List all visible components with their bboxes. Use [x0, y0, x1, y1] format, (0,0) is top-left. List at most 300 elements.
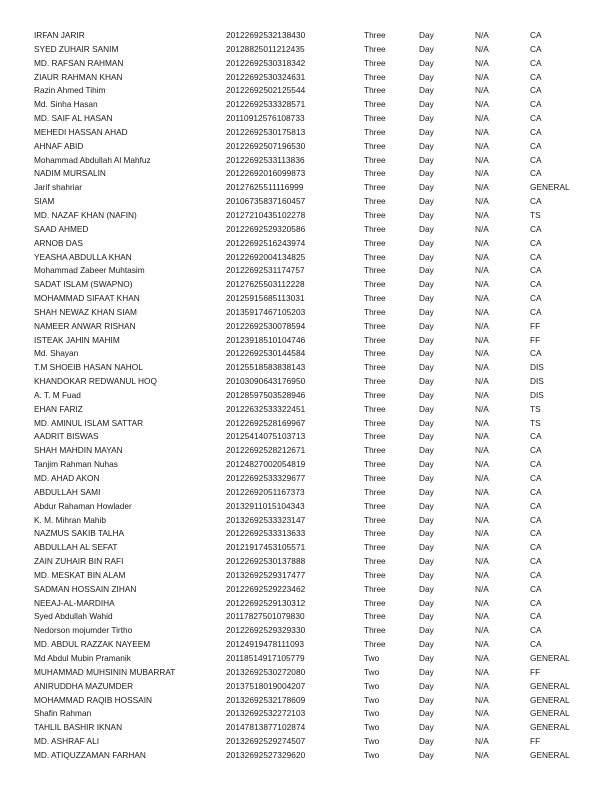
registration-number: 20122692530078594 [226, 320, 306, 331]
year-value: Three [364, 389, 386, 400]
student-name: T.M SHOEIB HASAN NAHOL [34, 362, 143, 373]
year-value: Three [364, 403, 386, 414]
shift-value: Day [419, 417, 434, 428]
shift-value: Day [419, 154, 434, 165]
registration-number: 20132692532178609 [226, 694, 306, 705]
na-value: N/A [475, 417, 489, 428]
student-name: ARNOB DAS [34, 237, 83, 248]
registration-number: 20125518583838143 [226, 362, 306, 373]
table-row [0, 195, 612, 209]
shift-value: Day [419, 168, 434, 179]
category-value: CA [530, 306, 542, 317]
na-value: N/A [475, 348, 489, 359]
year-value: Three [364, 431, 386, 442]
category-value: CA [530, 611, 542, 622]
category-value: CA [530, 486, 542, 497]
student-name: SADMAN HOSSAIN ZIHAN [34, 583, 137, 594]
student-name: A. T. M Fuad [34, 389, 81, 400]
year-value: Two [364, 652, 380, 663]
category-value: FF [530, 736, 541, 747]
student-name: MD. SAIF AL HASAN [34, 113, 113, 124]
table-row [0, 292, 612, 306]
student-name: KHANDOKAR REDWANUL HOQ [34, 376, 157, 387]
year-value: Three [364, 43, 386, 54]
category-value: CA [530, 30, 542, 40]
category-value: CA [530, 154, 542, 165]
shift-value: Day [419, 625, 434, 636]
year-value: Three [364, 445, 386, 456]
student-name: Razin Ahmed Tihim [34, 85, 106, 96]
category-value: CA [530, 459, 542, 470]
registration-number: 20128597503528946 [226, 389, 306, 400]
student-name: Mohammad Abdullah Al Mahfuz [34, 154, 151, 165]
registration-number: 20122692529320586 [226, 223, 306, 234]
student-name: MOHAMMAD SIFAAT KHAN [34, 293, 140, 304]
registration-number: 20122692533329677 [226, 473, 306, 483]
year-value: Three [364, 113, 386, 124]
table-row [0, 514, 612, 528]
student-name: AADRIT BISWAS [34, 431, 99, 442]
category-value: TS [530, 417, 541, 428]
table-row [0, 181, 612, 195]
table-row [0, 417, 612, 431]
shift-value: Day [419, 113, 434, 124]
shift-value: Day [419, 209, 434, 220]
na-value: N/A [475, 362, 489, 373]
student-name: SHAH MAHDIN MAYAN [34, 445, 123, 456]
table-row [0, 624, 612, 638]
year-value: Two [364, 749, 380, 760]
shift-value: Day [419, 30, 434, 40]
year-value: Three [364, 473, 386, 483]
shift-value: Day [419, 306, 434, 317]
category-value: DIS [530, 389, 544, 400]
na-value: N/A [475, 569, 489, 580]
category-value: CA [530, 99, 542, 110]
na-value: N/A [475, 625, 489, 636]
year-value: Three [364, 99, 386, 110]
year-value: Three [364, 251, 386, 262]
registration-number: 20132692527329620 [226, 749, 306, 760]
category-value: GENERAL [530, 182, 570, 193]
student-name: SHAH NEWAZ KHAN SIAM [34, 306, 137, 317]
student-name: ISTEAK JAHIN MAHIM [34, 334, 120, 345]
category-value: CA [530, 556, 542, 567]
category-value: CA [530, 140, 542, 151]
student-name: MD. AHAD AKON [34, 473, 100, 483]
table-row [0, 361, 612, 375]
table-row [0, 154, 612, 168]
registration-number: 20122632533322451 [226, 403, 306, 414]
registration-number: 20106735837160457 [226, 196, 306, 207]
year-value: Three [364, 154, 386, 165]
na-value: N/A [475, 500, 489, 511]
shift-value: Day [419, 403, 434, 414]
shift-value: Day [419, 459, 434, 470]
student-name: Abdur Rahaman Howlader [34, 500, 132, 511]
na-value: N/A [475, 597, 489, 608]
shift-value: Day [419, 694, 434, 705]
table-row [0, 84, 612, 98]
year-value: Three [364, 583, 386, 594]
shift-value: Day [419, 376, 434, 387]
table-row [0, 57, 612, 71]
student-name: TAHLIL BASHIR IKNAN [34, 722, 123, 733]
student-name: AHNAF ABID [34, 140, 84, 151]
year-value: Three [364, 320, 386, 331]
student-name: MD. ASHRAF ALI [34, 736, 100, 747]
na-value: N/A [475, 542, 489, 553]
student-name: SIAM [34, 196, 55, 207]
registration-number: 20132692529274507 [226, 736, 306, 747]
table-row [0, 112, 612, 126]
na-value: N/A [475, 473, 489, 483]
shift-value: Day [419, 473, 434, 483]
year-value: Three [364, 265, 386, 276]
student-name: YEASHA ABDULLA KHAN [34, 251, 132, 262]
registration-number: 20125414075103713 [226, 431, 306, 442]
category-value: FF [530, 334, 541, 345]
table-row [0, 735, 612, 749]
registration-number: 20127625511116999 [226, 182, 304, 193]
category-value: CA [530, 639, 542, 650]
shift-value: Day [419, 639, 434, 650]
na-value: N/A [475, 30, 489, 40]
registration-number: 20122692529329330 [226, 625, 306, 636]
year-value: Three [364, 528, 386, 539]
category-value: GENERAL [530, 749, 570, 760]
year-value: Three [364, 611, 386, 622]
na-value: N/A [475, 279, 489, 290]
table-row [0, 209, 612, 223]
category-value: CA [530, 293, 542, 304]
year-value: Three [364, 486, 386, 497]
na-value: N/A [475, 306, 489, 317]
year-value: Three [364, 30, 386, 40]
registration-number: 20122692533328571 [226, 99, 306, 110]
na-value: N/A [475, 265, 489, 276]
shift-value: Day [419, 542, 434, 553]
student-name: SYED ZUHAIR SANIM [34, 43, 119, 54]
table-row [0, 71, 612, 85]
table-row [0, 472, 612, 486]
shift-value: Day [419, 320, 434, 331]
na-value: N/A [475, 57, 489, 68]
student-name: MOHAMMAD RAQIB HOSSAIN [34, 694, 153, 705]
year-value: Three [364, 348, 386, 359]
student-name: MD. ABDUL RAZZAK NAYEEM [34, 639, 151, 650]
shift-value: Day [419, 251, 434, 262]
shift-value: Day [419, 182, 434, 193]
student-name: K. M. Mihran Mahib [34, 514, 106, 525]
na-value: N/A [475, 680, 489, 691]
year-value: Three [364, 500, 386, 511]
na-value: N/A [475, 85, 489, 96]
year-value: Three [364, 140, 386, 151]
shift-value: Day [419, 514, 434, 525]
student-name: Md. Shayan [34, 348, 79, 359]
registration-number: 20122692530144584 [226, 348, 306, 359]
year-value: Three [364, 542, 386, 553]
na-value: N/A [475, 611, 489, 622]
registration-number: 20122692530175813 [226, 126, 306, 137]
year-value: Three [364, 639, 386, 650]
table-row [0, 721, 612, 735]
table-row [0, 652, 612, 666]
shift-value: Day [419, 348, 434, 359]
registration-number: 20127210435102278 [226, 209, 306, 220]
registration-number: 20118514917105779 [226, 652, 305, 663]
na-value: N/A [475, 182, 489, 193]
table-row [0, 347, 612, 361]
student-name: Tanjim Rahman Nuhas [34, 459, 118, 470]
year-value: Two [364, 694, 380, 705]
na-value: N/A [475, 251, 489, 262]
student-name: ZAIN ZUHAIR BIN RAFI [34, 556, 124, 567]
year-value: Three [364, 196, 386, 207]
shift-value: Day [419, 722, 434, 733]
category-value: DIS [530, 376, 544, 387]
year-value: Three [364, 71, 386, 82]
na-value: N/A [475, 389, 489, 400]
year-value: Three [364, 556, 386, 567]
student-name: Md Abdul Mubin Pramanik [34, 652, 131, 663]
category-value: GENERAL [530, 694, 570, 705]
student-name: SAAD AHMED [34, 223, 89, 234]
table-row [0, 389, 612, 403]
year-value: Three [364, 57, 386, 68]
table-row [0, 140, 612, 154]
category-value: CA [530, 569, 542, 580]
category-value: CA [530, 528, 542, 539]
category-value: TS [530, 403, 541, 414]
category-value: GENERAL [530, 708, 570, 719]
shift-value: Day [419, 597, 434, 608]
category-value: DIS [530, 362, 544, 373]
student-name: ANIRUDDHA MAZUMDER [34, 680, 134, 691]
year-value: Two [364, 666, 380, 677]
shift-value: Day [419, 279, 434, 290]
year-value: Three [364, 417, 386, 428]
student-name: EHAN FARIZ [34, 403, 83, 414]
category-value: CA [530, 625, 542, 636]
year-value: Two [364, 708, 380, 719]
table-row [0, 167, 612, 181]
category-value: CA [530, 57, 542, 68]
table-row [0, 237, 612, 251]
student-name: MD. MESKAT BIN ALAM [34, 569, 126, 580]
shift-value: Day [419, 611, 434, 622]
na-value: N/A [475, 556, 489, 567]
table-row [0, 306, 612, 320]
na-value: N/A [475, 71, 489, 82]
na-value: N/A [475, 320, 489, 331]
year-value: Three [364, 209, 386, 220]
registration-number: 20132692530272080 [226, 666, 306, 677]
year-value: Three [364, 223, 386, 234]
table-row [0, 251, 612, 265]
na-value: N/A [475, 196, 489, 207]
na-value: N/A [475, 749, 489, 760]
year-value: Two [364, 736, 380, 747]
shift-value: Day [419, 583, 434, 594]
year-value: Three [364, 85, 386, 96]
shift-value: Day [419, 749, 434, 760]
registration-number: 20122692528169967 [226, 417, 306, 428]
registration-number: 20121917453105571 [226, 542, 306, 553]
student-name: SADAT ISLAM (SWAPNO) [34, 279, 133, 290]
shift-value: Day [419, 652, 434, 663]
registration-number: 20125915685113031 [226, 293, 305, 304]
table-row [0, 583, 612, 597]
table-row [0, 527, 612, 541]
table-row [0, 680, 612, 694]
registration-number: 20122692532138430 [226, 30, 306, 40]
registration-number: 20122692530137888 [226, 556, 306, 567]
shift-value: Day [419, 708, 434, 719]
registration-number: 20103090643176950 [226, 376, 306, 387]
year-value: Three [364, 306, 386, 317]
student-name: MUHAMMAD MUHSININ MUBARRAT [34, 666, 176, 677]
shift-value: Day [419, 293, 434, 304]
student-name: Shafin Rahman [34, 708, 92, 719]
category-value: CA [530, 473, 542, 483]
registration-number: 20147813877102874 [226, 722, 306, 733]
registration-number: 20122692528212671 [226, 445, 306, 456]
year-value: Three [364, 126, 386, 137]
na-value: N/A [475, 126, 489, 137]
year-value: Three [364, 293, 386, 304]
student-name: NAZMUS SAKIB TALHA [34, 528, 125, 539]
category-value: FF [530, 320, 541, 331]
na-value: N/A [475, 403, 489, 414]
table-row [0, 334, 612, 348]
table-row [0, 444, 612, 458]
registration-number: 20135917467105203 [226, 306, 306, 317]
shift-value: Day [419, 43, 434, 54]
year-value: Three [364, 334, 386, 345]
shift-value: Day [419, 528, 434, 539]
registration-number: 20122692529223462 [226, 583, 306, 594]
shift-value: Day [419, 265, 434, 276]
na-value: N/A [475, 486, 489, 497]
shift-value: Day [419, 126, 434, 137]
year-value: Three [364, 514, 386, 525]
category-value: CA [530, 168, 542, 179]
shift-value: Day [419, 85, 434, 96]
registration-number: 20128825011212435 [226, 43, 305, 54]
table-row [0, 375, 612, 389]
category-value: CA [530, 265, 542, 276]
student-name: MEHEDI HASSAN AHAD [34, 126, 128, 137]
shift-value: Day [419, 445, 434, 456]
year-value: Three [364, 362, 386, 373]
na-value: N/A [475, 514, 489, 525]
category-value: CA [530, 583, 542, 594]
registration-number: 20117827501079830 [226, 611, 305, 622]
registration-number: 20122692530324631 [226, 71, 306, 82]
table-row [0, 541, 612, 555]
category-value: CA [530, 126, 542, 137]
student-name: Mohammad Zabeer Muhtasim [34, 265, 145, 276]
student-name: MD. NAZAF KHAN (NAFIN) [34, 209, 137, 220]
shift-value: Day [419, 736, 434, 747]
category-value: CA [530, 514, 542, 525]
registration-number: 20122692502125544 [226, 85, 306, 96]
shift-value: Day [419, 486, 434, 497]
na-value: N/A [475, 583, 489, 594]
shift-value: Day [419, 57, 434, 68]
table-row [0, 223, 612, 237]
na-value: N/A [475, 666, 489, 677]
table-row [0, 486, 612, 500]
table-row [0, 458, 612, 472]
year-value: Three [364, 597, 386, 608]
na-value: N/A [475, 639, 489, 650]
registration-number: 20124919478111093 [226, 639, 305, 650]
registration-number: 20124827002054819 [226, 459, 306, 470]
table-row [0, 430, 612, 444]
student-name: ZIAUR RAHMAN KHAN [34, 71, 123, 82]
registration-number: 20132692532272103 [226, 708, 306, 719]
table-row [0, 666, 612, 680]
student-name: Jarif shahriar [34, 182, 82, 193]
na-value: N/A [475, 99, 489, 110]
student-name: MD. ATIQUZZAMAN FARHAN [34, 749, 146, 760]
student-name: Nedorson mojumder Tirtho [34, 625, 133, 636]
year-value: Two [364, 722, 380, 733]
year-value: Three [364, 279, 386, 290]
na-value: N/A [475, 708, 489, 719]
shift-value: Day [419, 389, 434, 400]
shift-value: Day [419, 680, 434, 691]
registration-number: 20127625503112228 [226, 279, 305, 290]
shift-value: Day [419, 334, 434, 345]
na-value: N/A [475, 445, 489, 456]
table-row [0, 126, 612, 140]
category-value: CA [530, 348, 542, 359]
year-value: Three [364, 625, 386, 636]
shift-value: Day [419, 237, 434, 248]
student-name: Syed Abdullah Wahid [34, 611, 113, 622]
shift-value: Day [419, 500, 434, 511]
category-value: CA [530, 431, 542, 442]
table-row [0, 638, 612, 652]
student-name: MD. AMINUL ISLAM SATTAR [34, 417, 144, 428]
student-name: IRFAN JARIR [34, 30, 85, 40]
category-value: CA [530, 223, 542, 234]
registration-number: 20122692507196530 [226, 140, 306, 151]
registration-number: 20122692516243974 [226, 237, 306, 248]
table-row [0, 264, 612, 278]
category-value: GENERAL [530, 652, 570, 663]
na-value: N/A [475, 459, 489, 470]
table-row [0, 597, 612, 611]
student-name: MD. RAFSAN RAHMAN [34, 57, 124, 68]
na-value: N/A [475, 528, 489, 539]
shift-value: Day [419, 556, 434, 567]
category-value: GENERAL [530, 722, 570, 733]
na-value: N/A [475, 140, 489, 151]
na-value: N/A [475, 113, 489, 124]
table-row [0, 555, 612, 569]
category-value: CA [530, 43, 542, 54]
student-name: ABDULLAH SAMI [34, 486, 101, 497]
shift-value: Day [419, 666, 434, 677]
shift-value: Day [419, 569, 434, 580]
category-value: CA [530, 279, 542, 290]
table-row [0, 707, 612, 721]
